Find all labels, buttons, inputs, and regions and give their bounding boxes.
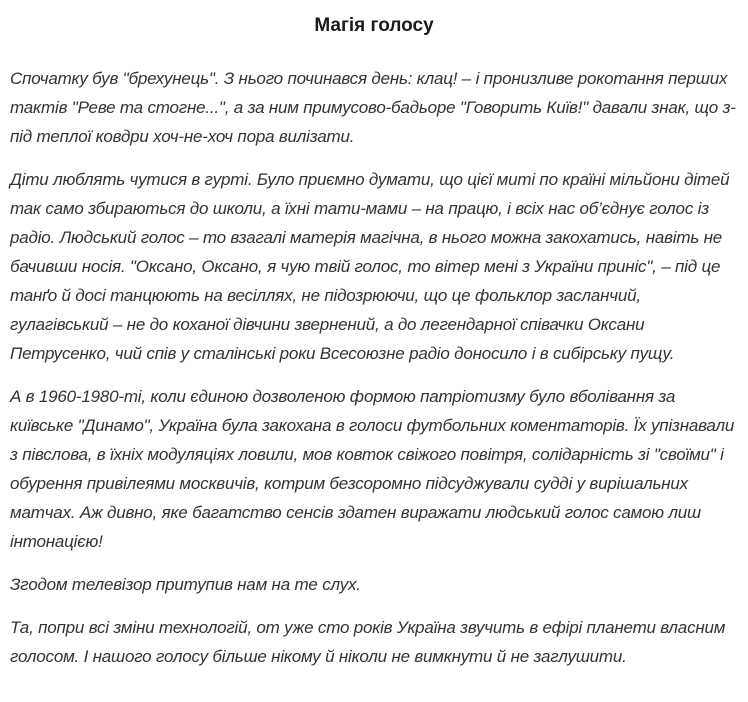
paragraph-voice-magic: Діти люблять чутися в гурті. Було приємно думати, що цієї миті по країні мільйони дітей так само збираються до школи, а їхні тати-мами – на працю, і всіх нас об’єднує голос із радіо. Людський голос – то взагалі матерія магічна, в нього можна закохатись, навіть не бачивши носія. "Оксано, Оксано, я чую твій голос, то вітер мені з України приніс", – під це танґо й досі танцюють на весіллях, не підозрюючи, що це фольклор засланчий, гулагівський – не до коханої дівчини звернений, а до легендарної співачки Оксани Петрусенко, чий спів у сталінські роки Всесоюзне радіо доносило і в сибірську пущу. — [10, 170, 730, 363]
paragraph-television: Згодом телевізор притупив нам на те слух. — [10, 575, 361, 594]
paragraph-intro-radio: Спочатку був "брехунець". З нього починався день: клац! – і пронизливе рокотання перших тактів "Реве та стогне...", а за ним примусово-бадьоре "Говорить Київ!" давали знак, що з-під теплої ковдри хоч-не-хоч пора вилізати. — [10, 69, 736, 146]
paragraph-conclusion: Та, попри всі зміни технологій, от уже сто років Україна звучить в ефірі планети власним голосом. І нашого голосу більше нікому й ніколи не вимкнути й не заглушити. — [10, 618, 726, 666]
paragraph-football-commentators: А в 1960-1980-ті, коли єдиною дозволеною формою патріотизму було вболівання за київське "Динамо", Україна була закохана в голоси футбольних коментаторів. Їх упізнавали з півслова, в їхніх модуляціях ловили, мов ковток свіжого повітря, солідарність зі "своїми" і обурення привілеями москвичів, котрим безсоромно підсуджували судді у вирішальних матчах. Аж дивно, яке багатство сенсів здатен виражати людський голос самою лиш інтонацією! — [10, 387, 735, 551]
page-title: Магія голосу — [314, 15, 434, 36]
